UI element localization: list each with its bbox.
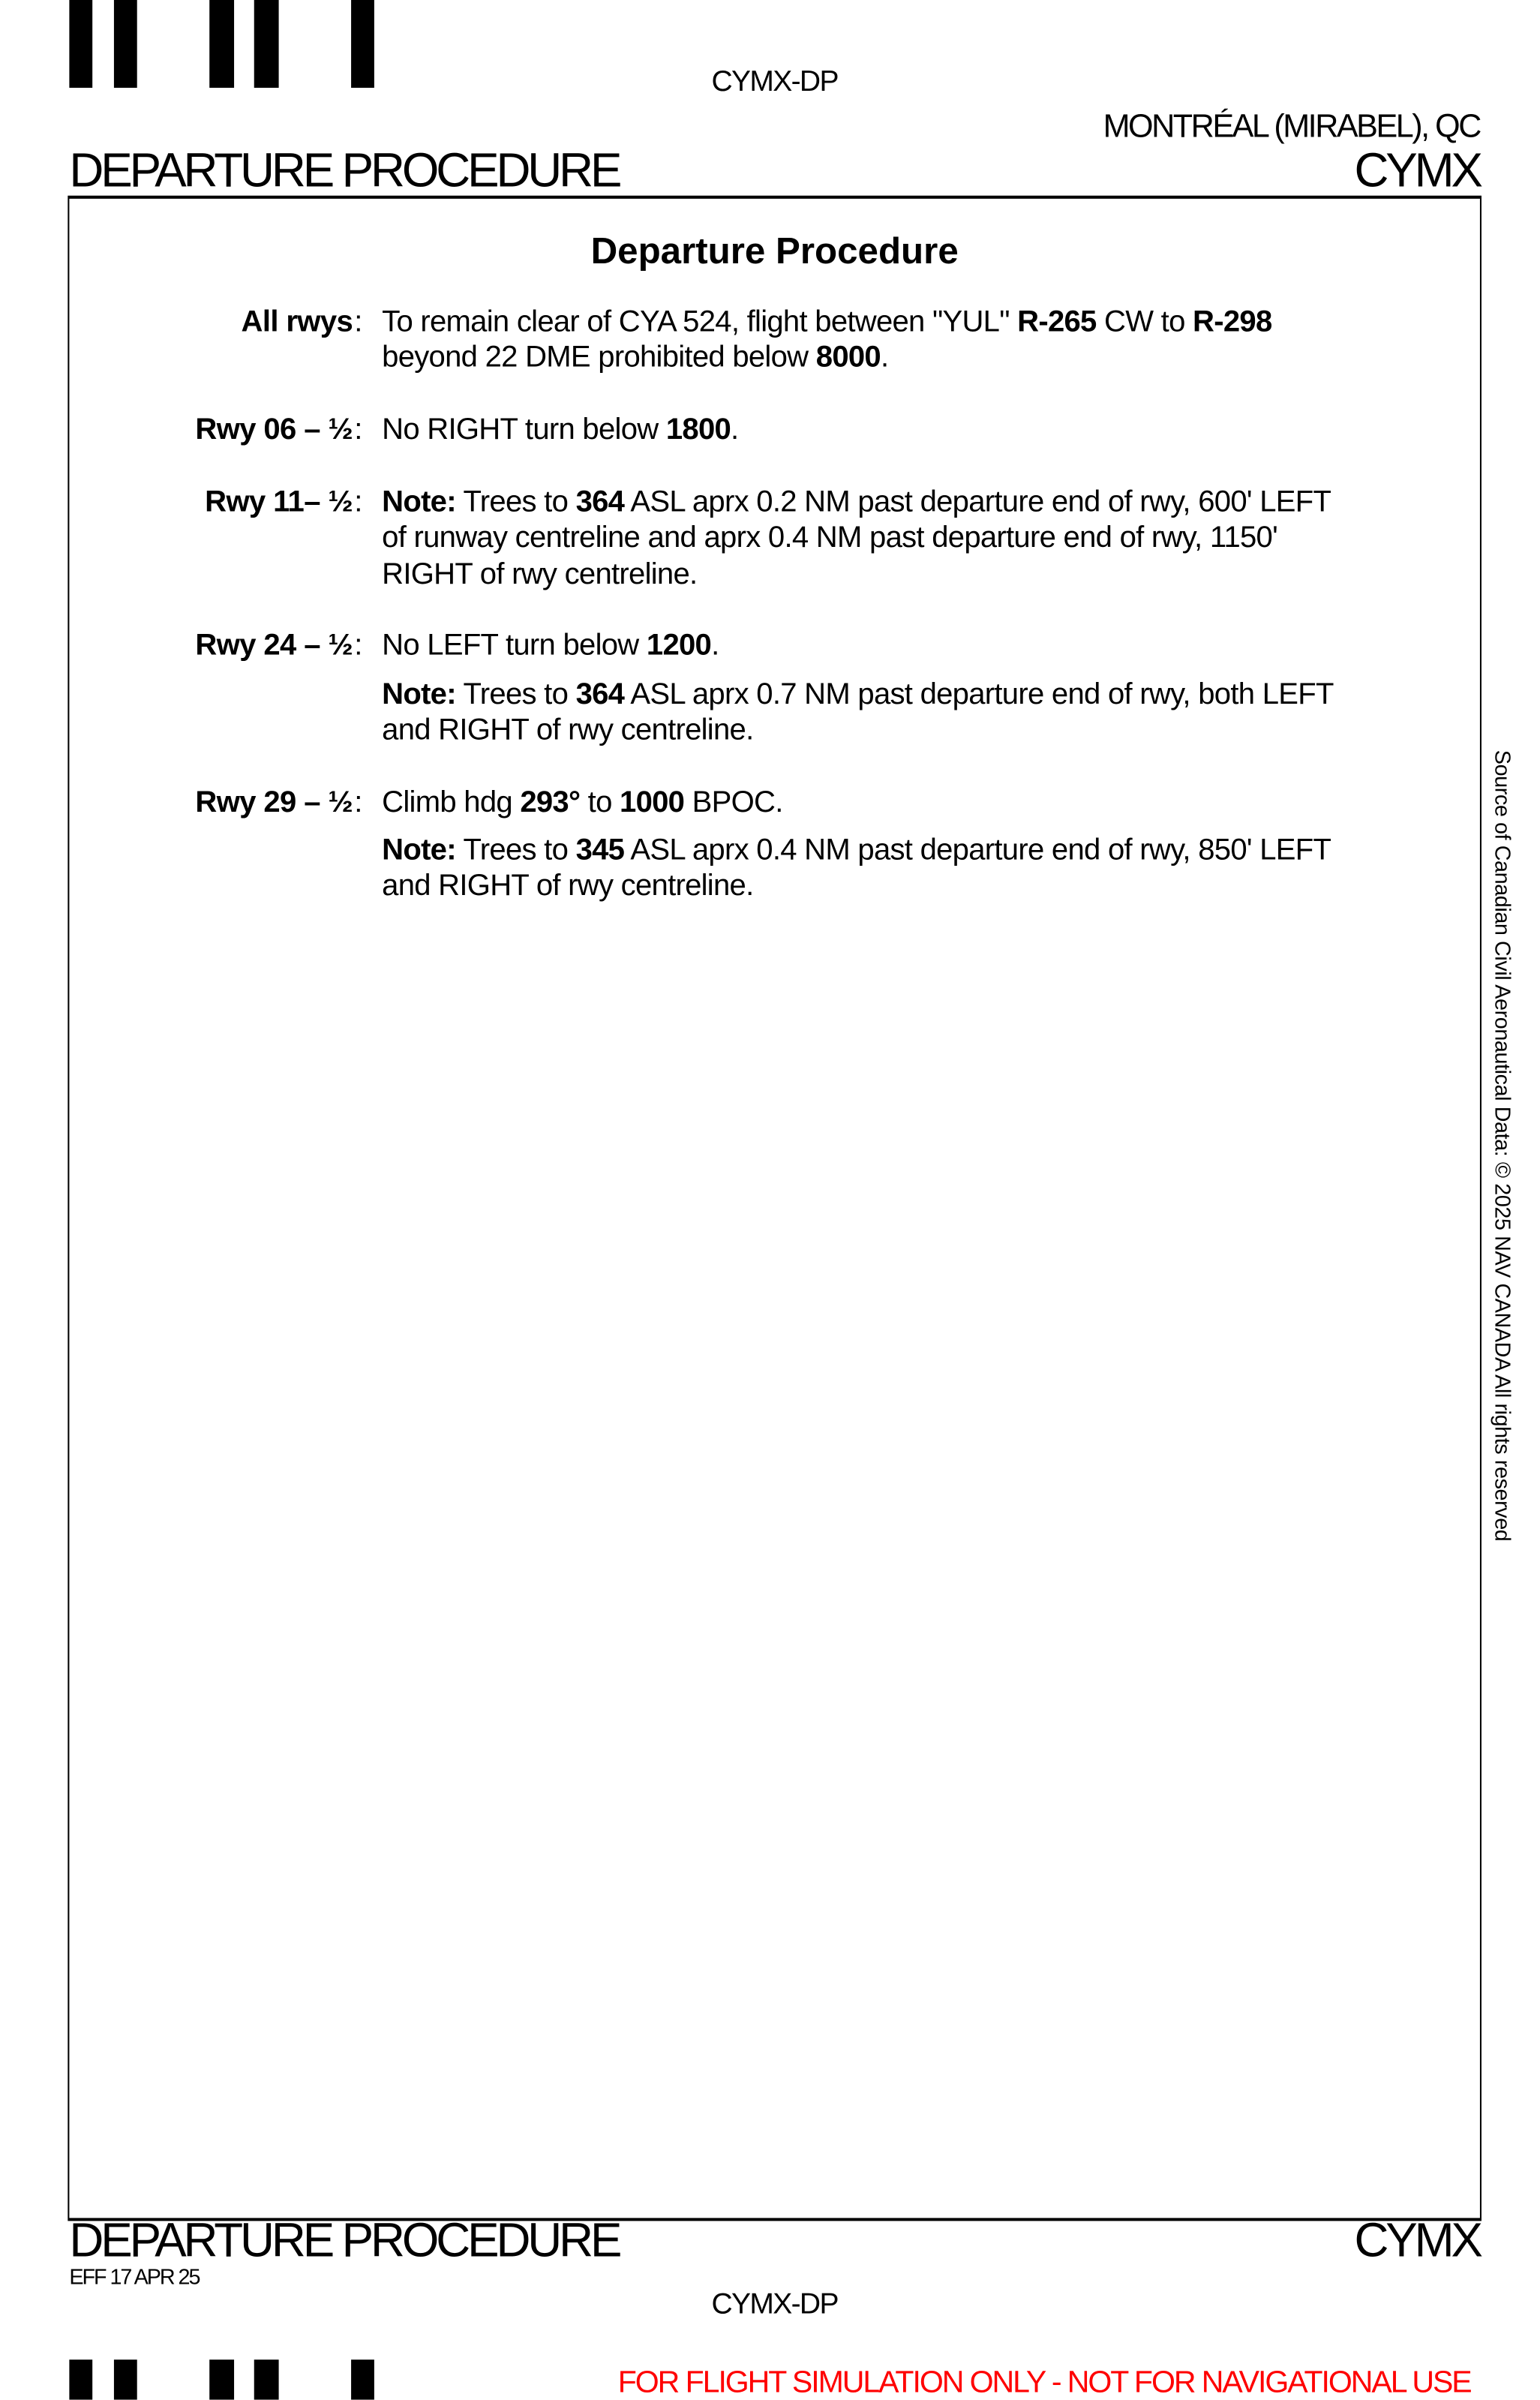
text-segment: to xyxy=(580,785,620,820)
text-segment: ASL aprx 0.7 NM past departure end of rwy, both LEFT xyxy=(624,677,1334,712)
text-segment: and RIGHT of rwy centreline. xyxy=(382,868,754,903)
text-segment: ASL aprx 0.2 NM past departure end of rwy, 600' LEFT xyxy=(624,485,1331,519)
index-bar xyxy=(351,2359,374,2399)
emphasized-value: 364 xyxy=(575,677,625,712)
label-colon: : xyxy=(354,485,363,519)
index-bar xyxy=(69,2359,92,2399)
emphasized-value: 364 xyxy=(575,485,625,519)
emphasized-value: Note: xyxy=(382,833,456,867)
emphasized-value: Note: xyxy=(382,677,456,712)
emphasized-value: 345 xyxy=(575,833,625,867)
text-segment: No LEFT turn below xyxy=(382,628,647,662)
text-segment: RIGHT of rwy centreline. xyxy=(382,557,698,592)
text-segment: and RIGHT of rwy centreline. xyxy=(382,713,754,747)
emphasized-value: Note: xyxy=(382,485,456,519)
text-segment: Trees to xyxy=(455,833,576,867)
text-segment: BPOC. xyxy=(684,785,783,820)
location: MONTRÉAL (MIRABEL), QC xyxy=(1103,109,1480,145)
runway-label: Rwy 29 – ½ xyxy=(195,785,353,820)
airport-ident: CYMX xyxy=(1354,143,1480,197)
procedure-text-line xyxy=(382,835,1331,867)
section-heading: Departure Procedure xyxy=(590,230,959,273)
emphasized-value: R-298 xyxy=(1193,305,1272,339)
index-bar xyxy=(254,2359,279,2399)
text-segment: ASL aprx 0.4 NM past departure end of rwy, 850' LEFT xyxy=(624,833,1331,867)
runway-label: Rwy 06 – ½ xyxy=(195,413,353,447)
copyright-note: Source of Canadian Civil Aeronautical Data: © 2025 NAV CANADA All rights reserved xyxy=(1490,749,1516,1542)
text-segment: Trees to xyxy=(455,677,576,712)
chart-id-top: CYMX-DP xyxy=(711,66,838,99)
procedure-text-line xyxy=(382,307,1271,339)
procedure-text-line xyxy=(382,787,782,819)
procedure-text-line xyxy=(382,414,738,446)
procedure-text-line xyxy=(382,522,1277,554)
emphasized-value: 1800 xyxy=(665,413,731,447)
label-colon: : xyxy=(354,305,363,339)
runway-label: Rwy 24 – ½ xyxy=(195,628,353,662)
text-segment: . xyxy=(880,340,889,374)
procedure-text-line xyxy=(382,679,1334,711)
emphasized-value: 1200 xyxy=(646,628,712,662)
page-title: DEPARTURE PROCEDURE xyxy=(69,143,620,197)
emphasized-value: 8000 xyxy=(815,340,881,374)
emphasized-value: R-265 xyxy=(1017,305,1097,339)
text-segment: Trees to xyxy=(455,485,576,519)
procedure-text-line xyxy=(382,487,1331,519)
text-segment: . xyxy=(711,628,719,662)
procedure-text-line xyxy=(382,870,753,903)
runway-label: Rwy 11– ½ xyxy=(205,485,353,519)
effective-date: EFF 17 APR 25 xyxy=(69,2263,200,2289)
procedure-text-line xyxy=(382,342,888,374)
footer-title: DEPARTURE PROCEDURE xyxy=(69,2213,620,2268)
text-segment: No RIGHT turn below xyxy=(382,413,666,447)
label-colon: : xyxy=(354,785,363,820)
text-segment: . xyxy=(731,413,739,447)
simulation-disclaimer: FOR FLIGHT SIMULATION ONLY - NOT FOR NAVIGATIONAL USE xyxy=(617,2365,1471,2400)
text-segment: Climb hdg xyxy=(382,785,521,820)
label-colon: : xyxy=(354,628,363,662)
text-segment: CW to xyxy=(1096,305,1193,339)
index-bar xyxy=(209,2359,234,2399)
procedure-text-line xyxy=(382,715,753,747)
emphasized-value: 293° xyxy=(520,785,581,820)
runway-label: All rwys xyxy=(241,305,353,339)
text-segment: To remain clear of CYA 524, flight between "YUL" xyxy=(382,305,1018,339)
emphasized-value: 1000 xyxy=(620,785,685,820)
text-segment: beyond 22 DME prohibited below xyxy=(382,340,816,374)
chart-id-bottom: CYMX-DP xyxy=(711,2288,838,2321)
procedure-text-line xyxy=(382,630,719,662)
text-segment: of runway centreline and aprx 0.4 NM past departure end of rwy, 1150' xyxy=(382,520,1278,555)
index-bar xyxy=(114,2359,137,2399)
footer-ident: CYMX xyxy=(1354,2213,1480,2268)
procedure-text-line xyxy=(382,559,697,591)
label-colon: : xyxy=(354,413,363,447)
